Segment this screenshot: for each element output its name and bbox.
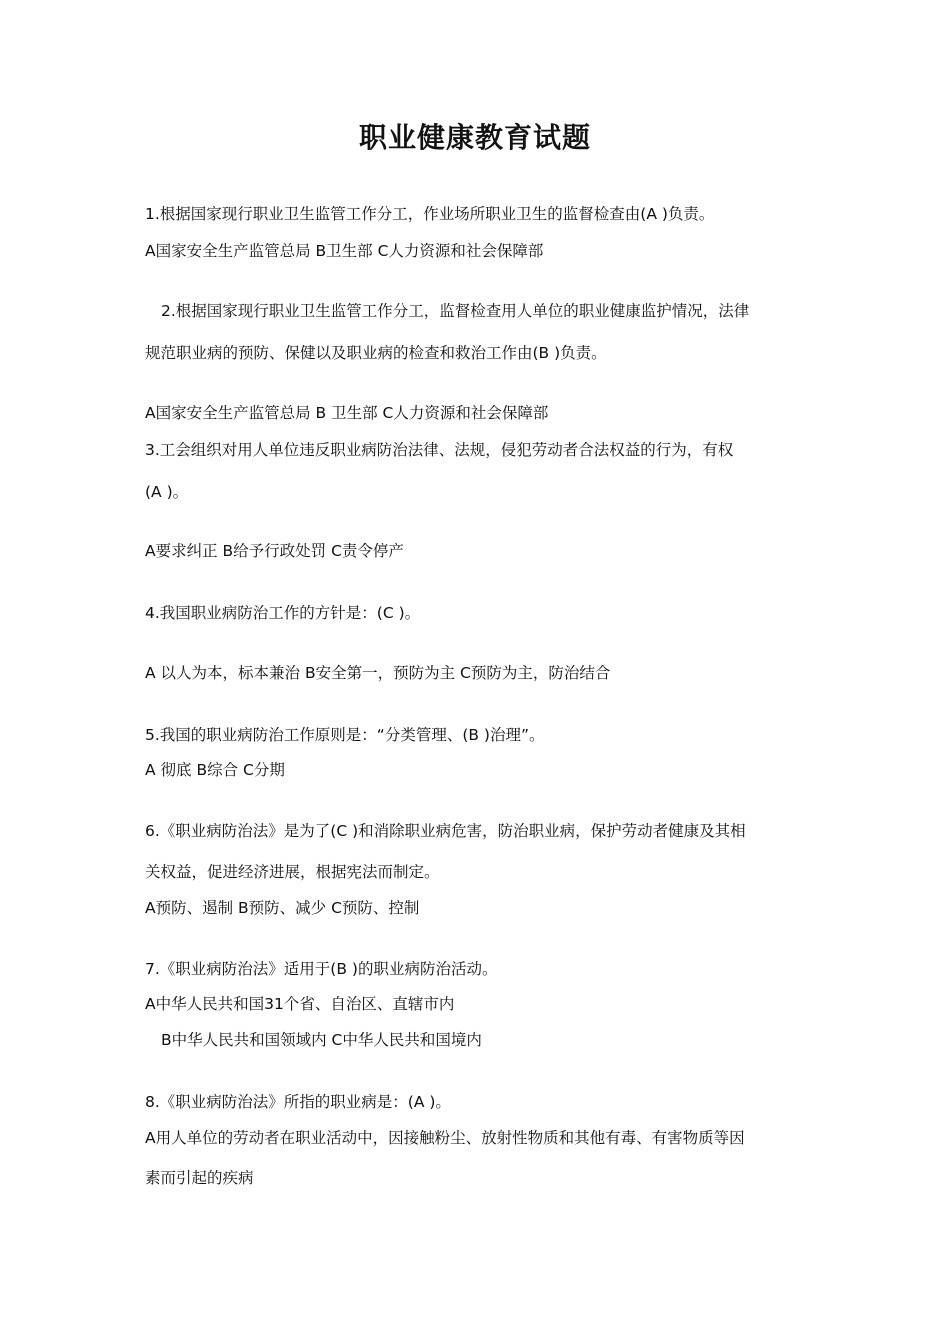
question-8-text: 8.《职业病防治法》所指的职业病是：(A )。	[145, 1093, 451, 1111]
question-2-text-line-2: 规范职业病的预防、保健以及职业病的检查和救治工作由(B )负责。	[145, 344, 607, 362]
question-6-text-line-1: 6.《职业病防治法》是为了(C )和消除职业病危害，防治职业病，保护劳动者健康及其相	[145, 822, 746, 840]
question-8-option-a-line-2: 素而引起的疾病	[145, 1169, 254, 1187]
question-3-options: A要求纠正 B给予行政处罚 C责令停产	[145, 542, 404, 560]
question-8-option-a-line-1: A用人单位的劳动者在职业活动中，因接触粉尘、放射性物质和其他有毒、有害物质等因	[145, 1129, 745, 1147]
question-4-text: 4.我国职业病防治工作的方针是：(C )。	[145, 604, 421, 622]
question-6-text-line-2: 关权益，促进经济进展，根据宪法而制定。	[145, 863, 440, 881]
question-3-text-line-1: 3.工会组织对用人单位违反职业病防治法律、法规，侵犯劳动者合法权益的行为，有权	[145, 441, 734, 459]
question-6-options: A预防、遏制 B预防、减少 C预防、控制	[145, 899, 420, 917]
question-3-text-line-2: (A )。	[145, 483, 189, 501]
question-2-options: A国家安全生产监管总局 B 卫生部 C人力资源和社会保障部	[145, 404, 549, 422]
question-1-options: A国家安全生产监管总局 B卫生部 C人力资源和社会保障部	[145, 242, 544, 260]
page-title: 职业健康教育试题	[358, 121, 591, 154]
question-2-text-line-1: 2.根据国家现行职业卫生监管工作分工，监督检查用人单位的职业健康监护情况，法律	[161, 302, 750, 320]
question-1-text-line-1: 1.根据国家现行职业卫生监管工作分工，作业场所职业卫生的监督检查由(A )负责。	[145, 205, 715, 223]
question-7-options-bc: B中华人民共和国领域内 C中华人民共和国境内	[161, 1031, 482, 1049]
question-7-text: 7.《职业病防治法》适用于(B )的职业病防治活动。	[145, 960, 498, 978]
question-5-options: A 彻底 B综合 C分期	[145, 761, 285, 779]
question-4-options: A 以人为本，标本兼治 B安全第一，预防为主 C预防为主，防治结合	[145, 664, 611, 682]
question-5-text: 5.我国的职业病防治工作原则是：“分类管理、(B )治理”。	[145, 726, 545, 744]
question-7-option-a: A中华人民共和国31个省、自治区、直辖市内	[145, 995, 455, 1013]
